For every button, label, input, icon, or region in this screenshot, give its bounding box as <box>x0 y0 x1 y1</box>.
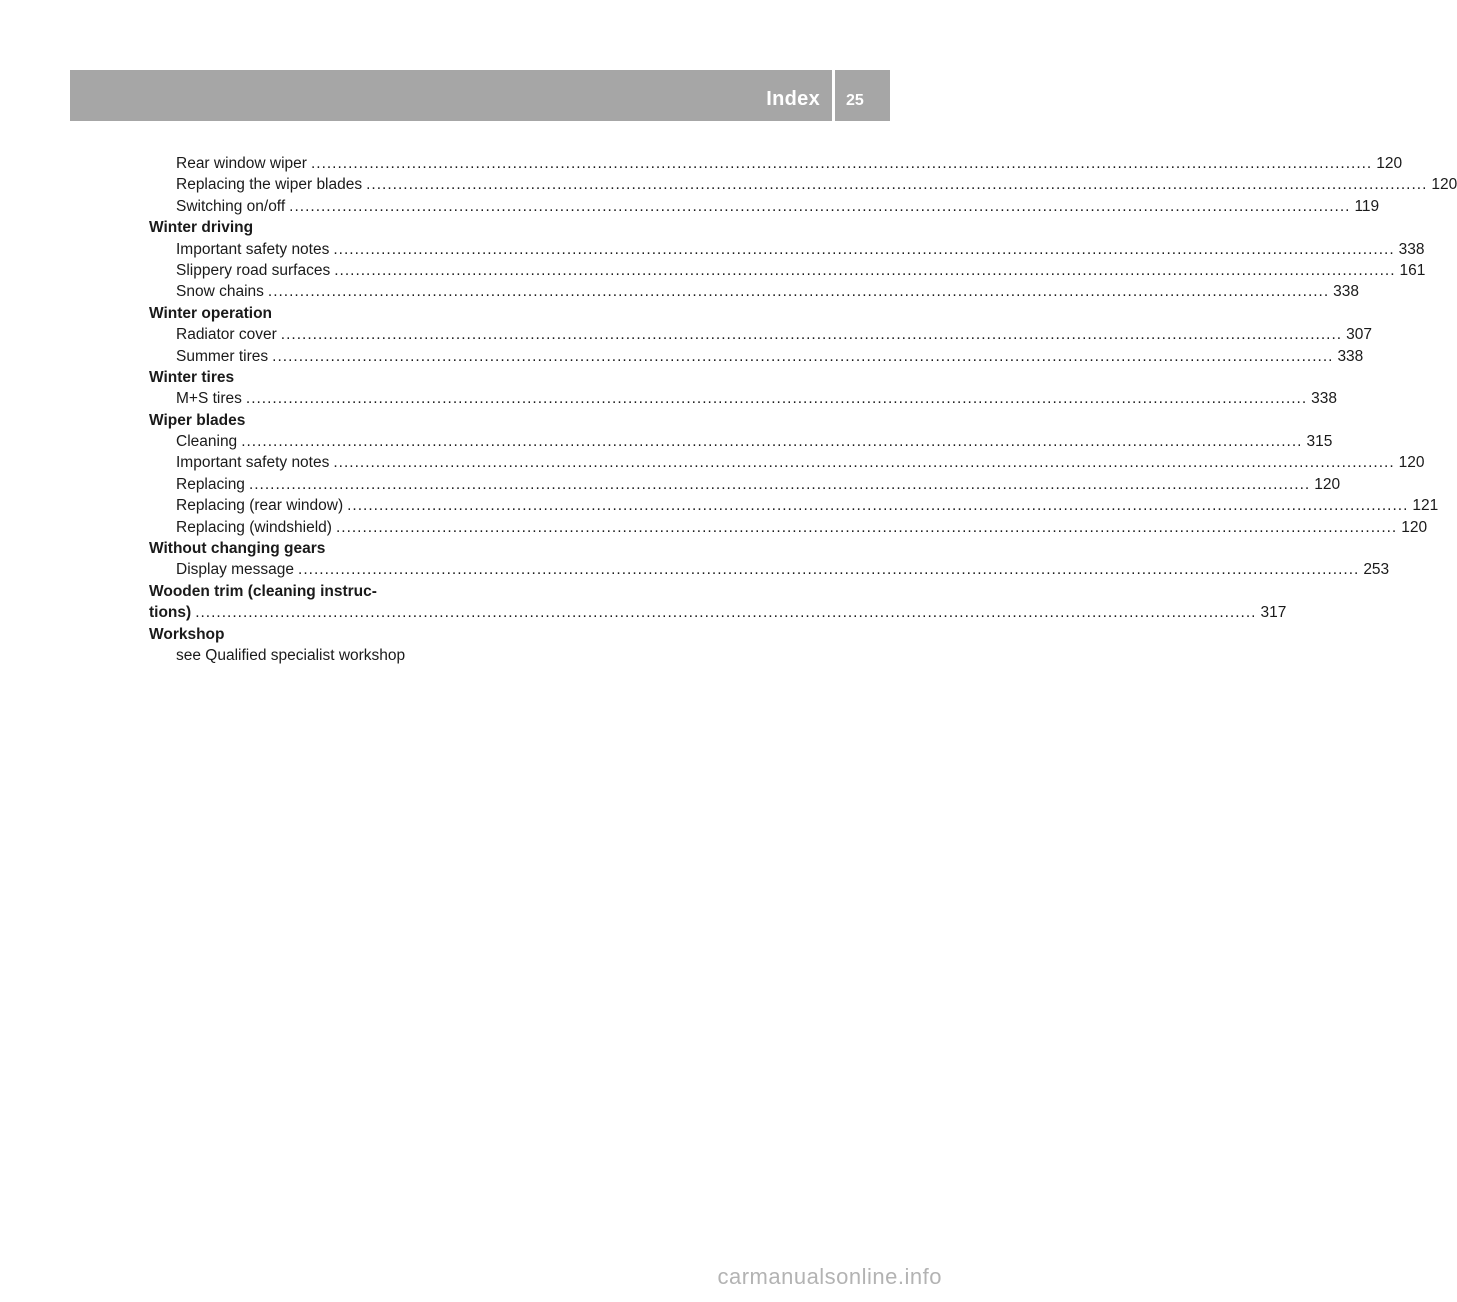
entry-text: Replacing <box>176 475 245 493</box>
entry-page: 338 <box>1311 390 1338 408</box>
index-subentry <box>149 431 1333 452</box>
entry-text: Rear window wiper <box>176 155 307 172</box>
index-subentry <box>149 260 1426 281</box>
leader-dots: ........................................................................................................................................................................................................ <box>347 497 1409 515</box>
entry-page: 120 <box>1398 454 1425 472</box>
leader-dots: ........................................................................................................................................................................................................ <box>334 261 1396 279</box>
entry-text: Replacing (rear window) <box>176 497 344 515</box>
leader-dots: ........................................................................................................................................................................................................ <box>248 475 1311 493</box>
header-divider <box>832 70 835 121</box>
entry-text: Summer tires <box>176 347 269 365</box>
index-heading <box>149 538 480 559</box>
index-heading <box>149 217 480 238</box>
index-subentry <box>149 324 1372 345</box>
index-subentry <box>149 452 1425 473</box>
entry-text: Cleaning <box>176 433 238 451</box>
entry-page: 307 <box>1346 326 1372 344</box>
index-heading <box>149 581 480 602</box>
index-subentry <box>149 174 1457 195</box>
index-subentry <box>149 559 1390 580</box>
entry-text: Replacing the wiper blades <box>176 176 363 194</box>
entry-text: Switching on/off <box>176 197 286 215</box>
index-heading <box>149 303 480 324</box>
index-subentry <box>149 196 1380 217</box>
entry-page: 253 <box>1363 561 1390 579</box>
entry-text: Display message <box>176 561 295 579</box>
entry-text: Snow chains <box>176 283 264 301</box>
entry-page: 338 <box>1337 347 1364 365</box>
leader-dots: ........................................................................................................................................................................................................ <box>333 240 1395 258</box>
leader-dots: ........................................................................................................................................................................................................ <box>310 155 1373 172</box>
leader-dots: ........................................................................................................................................................................................................ <box>280 326 1343 344</box>
index-subentry <box>149 153 1403 174</box>
leader-dots: ........................................................................................................................................................................................................ <box>289 197 1351 215</box>
entry-text: tions) <box>149 604 192 622</box>
leader-dots: ........................................................................................................................................................................................................ <box>333 454 1395 472</box>
leader-dots: ........................................................................................................................................................................................................ <box>366 176 1428 194</box>
entry-page: 120 <box>1401 518 1428 536</box>
section-title: Index <box>766 88 820 110</box>
entry-text: Wiper blades <box>149 411 246 429</box>
entry-text: Winter operation <box>149 304 273 322</box>
entry-text: Wooden trim (cleaning instruc- <box>149 582 377 600</box>
watermark: carmanualsonline.info <box>717 1264 942 1289</box>
entry-page: 121 <box>1412 497 1439 515</box>
entry-text: Workshop <box>149 625 225 643</box>
entry-page: 338 <box>1333 283 1360 301</box>
entry-text: see Qualified specialist workshop <box>176 646 406 664</box>
index-subentry <box>149 474 1341 495</box>
leader-dots: ........................................................................................................................................................................................................ <box>195 604 1257 622</box>
index-subentry <box>149 388 1338 409</box>
index-subentry <box>149 517 1428 538</box>
entry-page: 338 <box>1398 240 1425 258</box>
entry-text: Radiator cover <box>176 326 277 344</box>
entry-page: 315 <box>1306 433 1333 451</box>
entry-text: Without changing gears <box>149 540 326 558</box>
leader-dots: ........................................................................................................................................................................................................ <box>241 433 1303 451</box>
leader-dots: ........................................................................................................................................................................................................ <box>267 283 1330 301</box>
leader-dots: ........................................................................................................................................................................................................ <box>272 347 1334 365</box>
entry-text: Slippery road surfaces <box>176 261 331 279</box>
entry-text: Important safety notes <box>176 454 330 472</box>
leader-dots: ........................................................................................................................................................................................................ <box>335 518 1398 536</box>
entry-page: 120 <box>1376 155 1403 172</box>
index-subentry <box>149 645 480 666</box>
index-subentry <box>149 495 1439 516</box>
index-heading <box>149 367 480 388</box>
entry-text: Important safety notes <box>176 240 330 258</box>
page-number: 25 <box>846 92 864 109</box>
index-list <box>149 153 1457 666</box>
entry-text: Replacing (windshield) <box>176 518 332 536</box>
entry-page: 120 <box>1431 176 1457 194</box>
entry-page: 317 <box>1260 604 1287 622</box>
index-subentry <box>149 239 1425 260</box>
leader-dots: ........................................................................................................................................................................................................ <box>298 561 1360 579</box>
leader-dots: ........................................................................................................................................................................................................ <box>245 390 1308 408</box>
index-heading <box>149 602 1287 623</box>
index-subentry <box>149 281 1360 302</box>
entry-page: 120 <box>1314 475 1341 493</box>
index-subentry <box>149 346 1364 367</box>
entry-text: Winter driving <box>149 219 254 237</box>
entry-text: M+S tires <box>176 390 242 408</box>
index-heading <box>149 410 480 431</box>
entry-page: 161 <box>1399 261 1426 279</box>
entry-page: 119 <box>1354 197 1380 215</box>
entry-text: Winter tires <box>149 368 235 386</box>
index-heading <box>149 624 480 645</box>
header-bar <box>70 70 890 121</box>
